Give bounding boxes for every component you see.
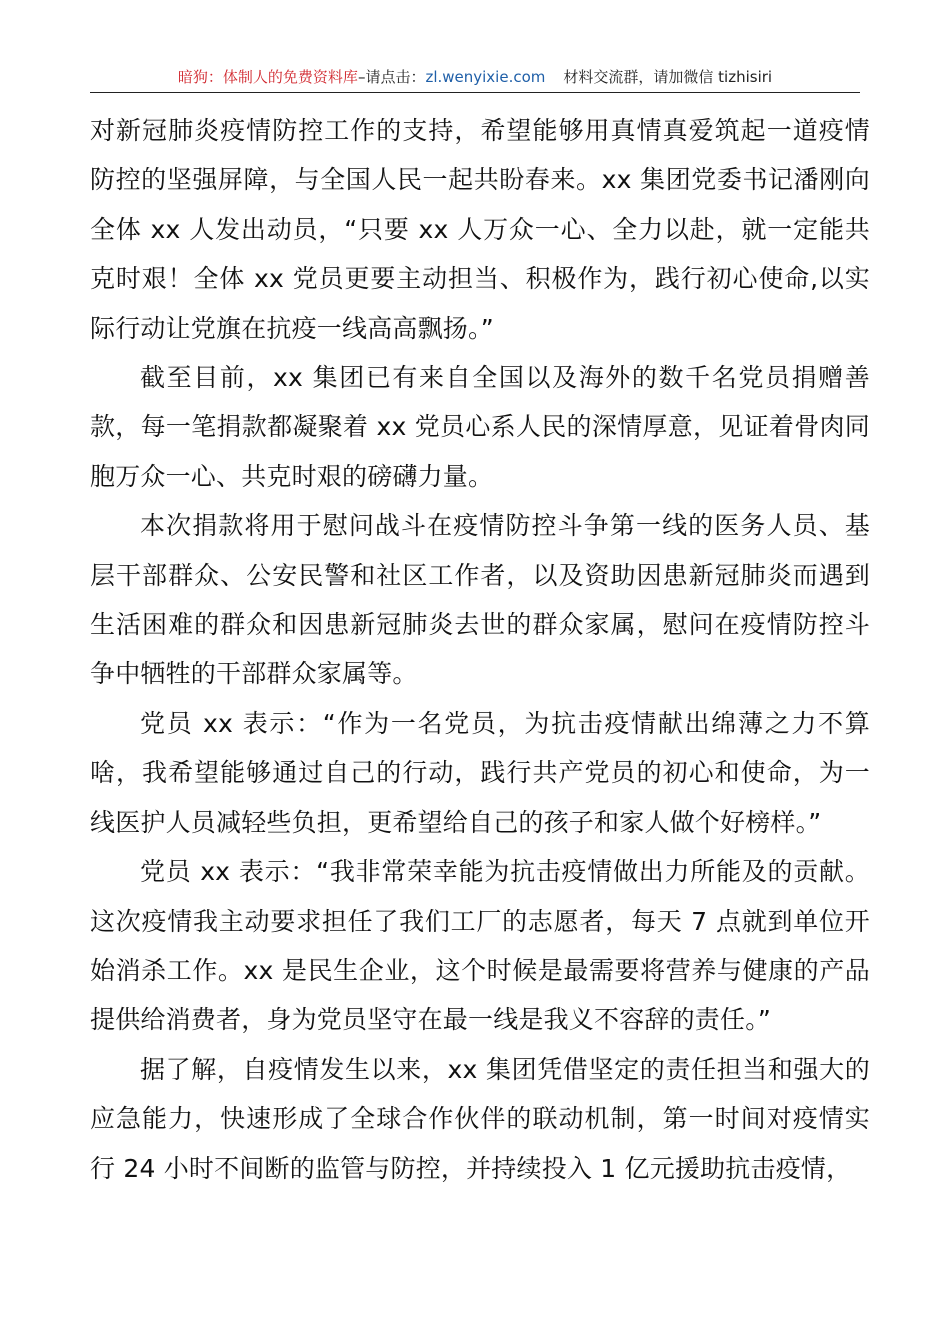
paragraph-donation-use: 本次捐款将用于慰问战斗在疫情防控斗争第一线的医务人员、基层干部群众、公安民警和社区工作者，以及资助因患新冠肺炎而遇到生活困难的群众和因患新冠肺炎去世的群众家属，慰问在疫情防控斗争中牺牲的干部群众家属等。 [90,511,870,689]
header-link[interactable]: zl.wenyixie.com [425,68,546,86]
header-group-note: 材料交流群，请加微信 tizhisiri [563,68,773,86]
document-body [90,106,870,1193]
paragraph-group-response: 据了解，自疫情发生以来，xx 集团凭借坚定的责任担当和强大的应急能力，快速形成了全球合作伙伴的联动机制，第一时间对疫情实行 24 小时不间断的监管与防控，并持续投入 1 亿元援助抗击疫情， [90,1054,870,1183]
paragraph-continuation: 对新冠肺炎疫情防控工作的支持，希望能够用真情真爱筑起一道疫情防控的坚强屏障，与全国人民一起共盼春来。xx 集团党委书记潘刚向全体 xx 人发出动员，“只要 xx 人万众一心、全力以赴，就一定能共克时艰！全体 xx 党员更要主动担当、积极作为，践行初心使命,以实际行动让党旗在抗疫一线高高飘扬。” [90,116,870,343]
paragraph-member-quote-2: 党员 xx 表示：“我非常荣幸能为抗击疫情做出力所能及的贡献。这次疫情我主动要求担任了我们工厂的志愿者，每天 7 点就到单位开始消杀工作。xx 是民生企业，这个时候是最需要将营养与健康的产品提供给消费者，身为党员坚守在最一线是我义不容辞的责任。” [90,857,870,1035]
page-header [90,62,860,93]
header-brand: 暗狗：体制人的免费资料库 [177,68,358,86]
paragraph-donations: 截至目前，xx 集团已有来自全国以及海外的数千名党员捐赠善款，每一笔捐款都凝聚着 xx 党员心系人民的深情厚意，见证着骨肉同胞万众一心、共克时艰的磅礴力量。 [90,363,870,491]
header-click-prompt: –请点击： [357,68,426,86]
paragraph-member-quote-1: 党员 xx 表示：“作为一名党员，为抗击疫情献出绵薄之力不算啥，我希望能够通过自己的行动，践行共产党员的初心和使命，为一线医护人员减轻些负担，更希望给自己的孩子和家人做个好榜样。” [90,708,870,837]
